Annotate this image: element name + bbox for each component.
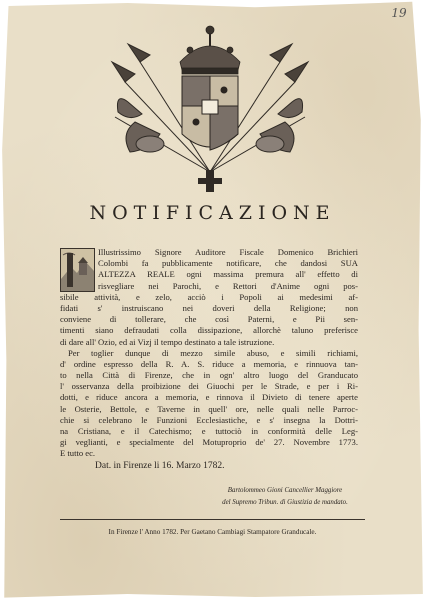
- body-line: Per toglier dunque di mezzo simile abuso, e simili richiami,: [68, 347, 358, 358]
- coat-of-arms-emblem: [110, 22, 310, 192]
- body-line: conviene di tollerare, che così Paterni, e Pii sen-: [60, 314, 358, 325]
- body-line: na Cristiana, e il Catechismo; e tuttociò in conformità delle Leg-: [60, 426, 358, 436]
- body-line: sibile attività, e zelo, acciò i Popoli ai medesimi af-: [60, 291, 358, 302]
- body-line: dotti, e riduce ancora a memoria, e rinnova il Divieto di tenere aperte: [60, 392, 358, 403]
- notice-body: [60, 247, 358, 460]
- document-title: NOTIFICAZIONE: [89, 202, 336, 224]
- body-line: timenti siano defraudati colla dissipazione, allorchè taluno preferisce: [60, 325, 358, 336]
- body-line: Illustrissimo Signore Auditore Fiscale Domenico Brichieri: [98, 247, 358, 257]
- body-line: risvegliare nei Parochi, e Rettori d'Anime ogni pos-: [98, 280, 358, 291]
- body-line: le Osterie, Bettole, e Taverne in quell' ore, nelle quali nelle Parroc-: [60, 403, 358, 414]
- signature-name: Bartolommeo Gioni Cancellier Maggiore: [227, 487, 343, 494]
- body-line: fidati s' instruiscano nei doveri della Religione; non: [60, 302, 358, 313]
- body-line: E tutto ec.: [60, 448, 96, 459]
- body-line: Colombi fa pubblicamente notificare, che dandosi SUA: [98, 258, 358, 269]
- date-line: Dat. in Firenze li 16. Marzo 1782.: [95, 461, 225, 471]
- signature-title: del Supremo Tribun. di Giustizia de mandato.: [222, 499, 348, 506]
- body-line: chie si celebrano le Funzioni Ecclesiastiche, e s' insegna la Dottri-: [60, 414, 358, 425]
- body-line: d' ordine espresso della R. A. S. riduce a memoria, e rinnuova tan-: [60, 358, 358, 369]
- folio-number: 19: [391, 6, 407, 20]
- divider-rule: [60, 519, 365, 520]
- body-line: ALTEZZA REALE ogni massima premura all' effetto di: [98, 269, 358, 280]
- body-line: di dare all' Ozio, ed ai Vizj il tempo destinato a tale istruzione.: [60, 336, 275, 347]
- body-line: gi veglianti, e specialmente del Motuproprio de' 27. Novembre 1773.: [60, 437, 358, 448]
- body-line: l' osservanza della proibizione dei Giuochi per le Strade, e per i Ri-: [60, 381, 358, 392]
- body-line: to nella Città di Firenze, che in ogn' altro luogo del Granducato: [60, 370, 358, 381]
- printer-imprint: In Firenze l' Anno 1782. Per Gaetano Cambiagi Stampatore Granducale.: [108, 528, 317, 536]
